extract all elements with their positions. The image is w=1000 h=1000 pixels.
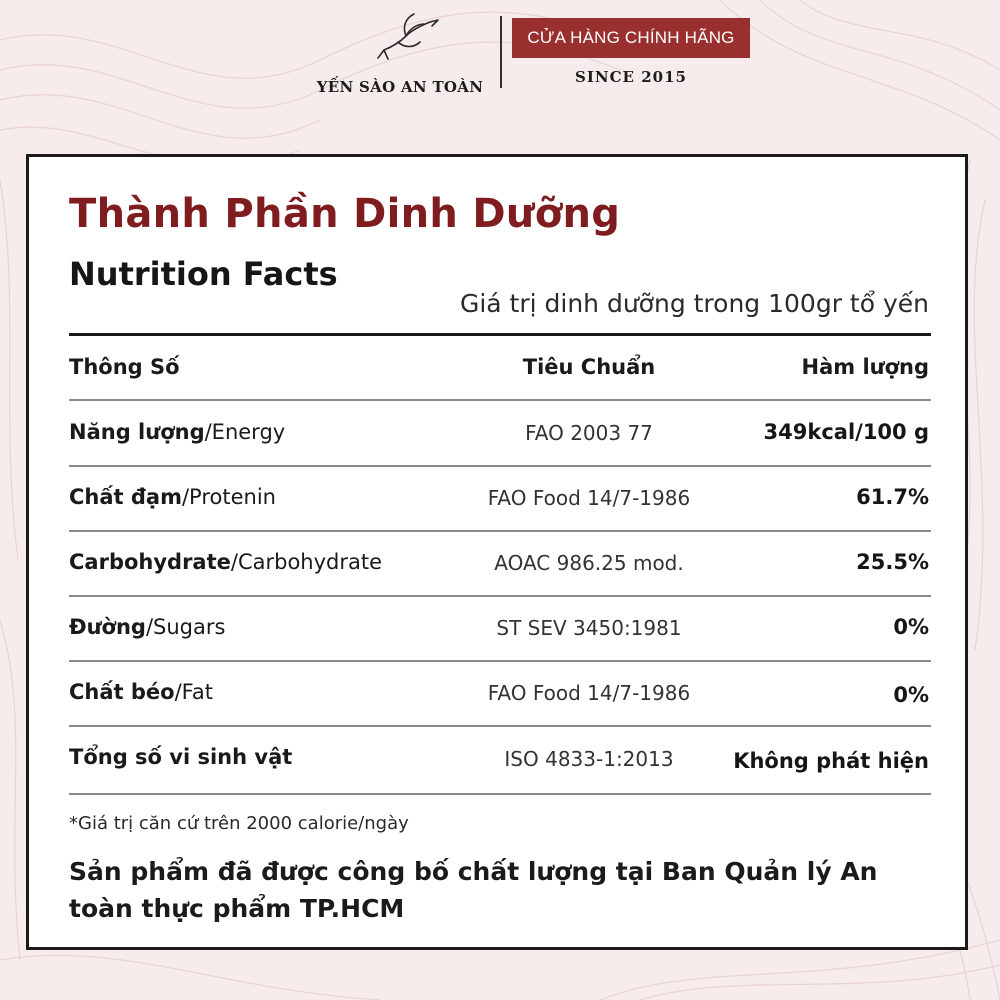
row-standard: FAO 2003 77 [525,421,653,445]
row-name-en: /Sugars [145,615,226,639]
row-value: 25.5% [856,550,929,574]
row-standard: FAO Food 14/7-1986 [487,681,691,705]
row-divider [69,595,931,597]
table-row-name [69,420,285,444]
row-name-vi: Chất béo [69,680,175,704]
panel-title-english: Nutrition Facts [69,255,338,293]
row-value: 349kcal/100 g [763,420,929,444]
row-name-vi: Đường [69,615,146,639]
title-divider [69,333,931,336]
row-value: 61.7% [856,485,929,509]
row-name-en: /Carbohydrate [230,550,383,574]
table-row-name [69,550,382,574]
brand-name: YẾN SÀO AN TOÀN [316,78,484,96]
footnote: *Giá trị căn cứ trên 2000 calorie/ngày [69,813,409,834]
row-divider [69,725,931,727]
row-standard: ISO 4833-1:2013 [504,747,674,771]
panel-subtitle: Giá trị dinh dưỡng trong 100gr tổ yến [459,289,929,318]
header-param: Thông Số [69,355,180,379]
bird-swiftlet-icon [376,12,442,62]
row-name-vi: Carbohydrate [69,550,231,574]
row-name-vi: Chất đạm [69,485,182,509]
row-divider [69,660,931,662]
row-name-vi: Năng lượng [69,420,205,444]
row-standard: FAO Food 14/7-1986 [487,486,691,510]
quality-statement: Sản phẩm đã được công bố chất lượng tại Ban Quản lý An toàn thực phẩm TP.HCM [69,857,878,923]
table-row-name [69,485,276,509]
brand-block [300,10,500,96]
panel-title-vietnamese: Thành Phần Dinh Dưỡng [69,191,621,237]
row-standard: AOAC 986.25 mod. [494,551,684,575]
header-amount: Hàm lượng [801,355,929,379]
row-value: 0% [893,615,929,639]
row-value: Không phát hiện [733,749,929,773]
row-name-vi: Tổng số vi sinh vật [69,745,293,769]
row-value: 0% [893,683,929,707]
row-standard: ST SEV 3450:1981 [496,616,682,640]
table-row-name [69,680,213,704]
row-divider [69,465,931,467]
nutrition-panel [26,154,968,950]
row-name-en: /Energy [204,420,286,444]
table-row-name [69,615,225,639]
row-divider [69,399,931,401]
official-store-badge: CỬA HÀNG CHÍNH HÃNG [512,18,750,58]
table-row-name [69,745,292,769]
row-divider [69,793,931,795]
row-divider [69,530,931,532]
since-label: SINCE 2015 [575,68,687,86]
header-divider [500,16,502,88]
row-name-en: /Fat [174,680,213,704]
row-name-en: /Protenin [181,485,276,509]
header-standard: Tiêu Chuẩn [522,355,656,379]
